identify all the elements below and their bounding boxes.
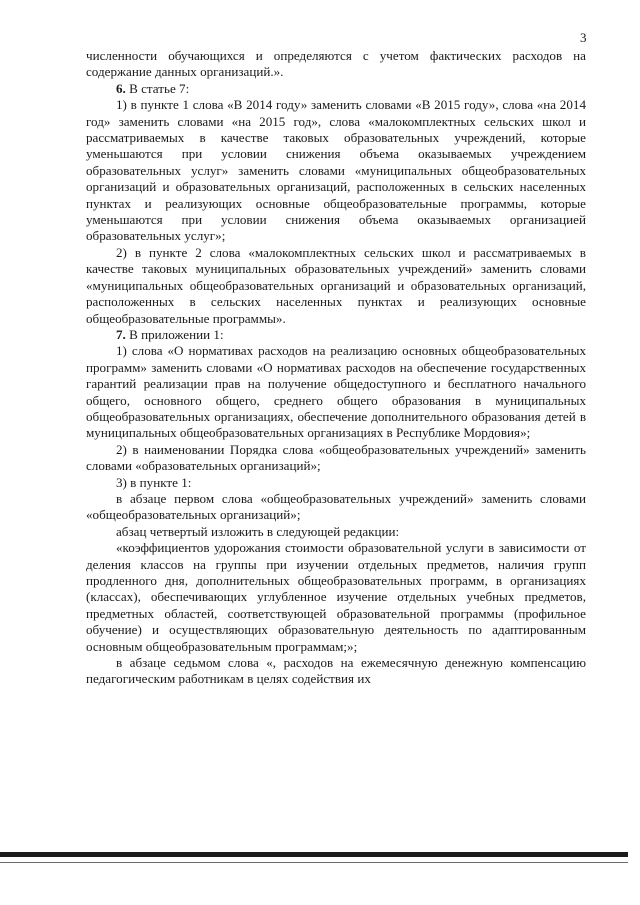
paragraph-sub-3: 3) в пункте 1: [116, 474, 192, 490]
paragraph-continuation: численности обучающихся и определяются с учетом фактических расходов на содержание данных организаций.». [86, 48, 586, 80]
item-number: 6. [116, 80, 126, 96]
bottom-rule-thin [0, 862, 628, 863]
document-body [86, 48, 586, 688]
paragraph-item-7: 7. В приложении 1: [116, 326, 224, 342]
bottom-rule [0, 852, 628, 857]
paragraph-quote: «коэффициентов удорожания стоимости образовательной услуги в зависимости от деления классов на группы при изучении отдельных предметов, наличия групп продленного дня, дополнительных общеобразовательных программ, в организациях (классах), обеспечивающих углубленное изучение отдельных учебных предметов, предметных областей, соответствующей образовательной программы (профильное обучение) и осуществляющих образовательную деятельность по адаптированным основным общеобразовательным программам;»; [86, 540, 586, 654]
item-number: 7. [116, 326, 126, 342]
paragraph-abzac-4: абзац четвертый изложить в следующей редакции: [116, 523, 400, 539]
paragraph-abzac-1: в абзаце первом слова «общеобразовательных учреждений» заменить словами «общеобразовательных организаций»; [86, 490, 586, 523]
paragraph-sub-1: 1) слова «О нормативах расходов на реализацию основных общеобразовательных программ» заменить словами «О нормативах расходов на обеспечение государственных гарантий реализации прав на получение общедоступного и бесплатного начального общего, основного общего, среднего общего образования в муниципальных общеобразовательных организациях, обеспечение дополнительного образования детей в муниципальных общеобразовательных организациях в Республике Мордовия»; [86, 343, 586, 441]
page-number: 3 [580, 30, 587, 45]
paragraph-item-6: 6. В статье 7: [116, 80, 190, 96]
paragraph-sub-1: 1) в пункте 1 слова «В 2014 году» заменить словами «В 2015 году», слова «на 2014 год» заменить словами «на 2015 год», слова «малокомплектных сельских школ и рассматриваемых в качестве таковых образовательных учреждений, которые уменьшаются при условии снижения объема оказываемых учреждением образовательных услуг» заменить словами «муниципальных общеобразовательных организаций и образовательных организаций, расположенных в сельских населенных пунктах и реализующих основные общеобразовательные программы, которые уменьшаются при условии снижения объема оказываемых организацией образовательных услуг»; [86, 97, 586, 244]
paragraph-sub-2: 2) в пункте 2 слова «малокомплектных сельских школ и рассматриваемых в качестве таковых муниципальных образовательных учреждений» заменить словами «муниципальных общеобразовательных организаций и образовательных организаций, расположенных в сельских населенных пунктах и реализующих основные общеобразовательные программы». [86, 244, 586, 326]
paragraph-sub-2: 2) в наименовании Порядка слова «общеобразовательных учреждений» заменить словами «образовательных организаций»; [86, 441, 586, 474]
paragraph-abzac-7: в абзаце седьмом слова «, расходов на ежемесячную денежную компенсацию педагогическим работникам в целях содействия их [86, 655, 586, 687]
